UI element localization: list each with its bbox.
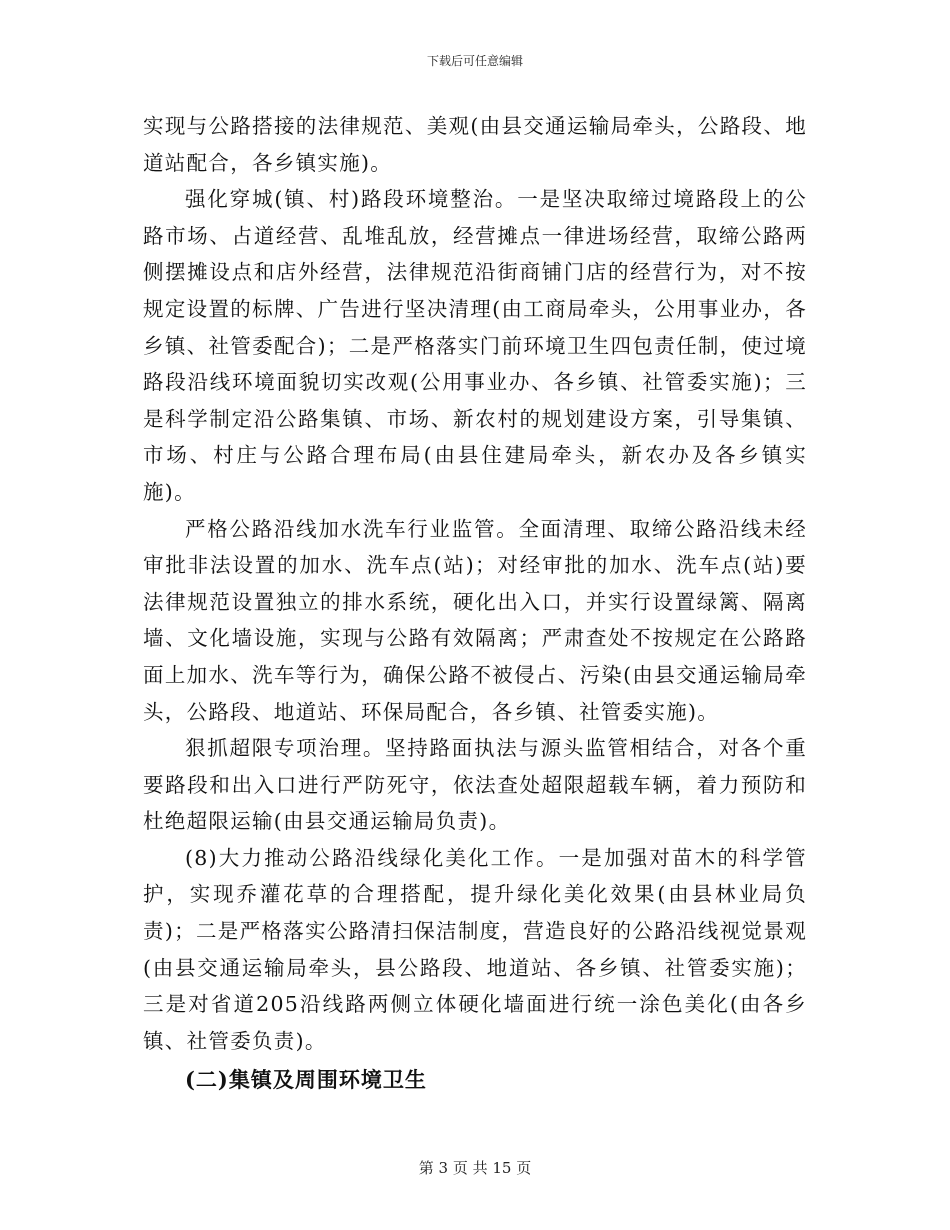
page-footer: 第 3 页 共 15 页 xyxy=(418,1159,532,1177)
section-heading: (二)集镇及周围环境卫生 xyxy=(185,1067,427,1093)
paragraph-5: (8)大力推动公路沿线绿化美化工作。一是加强对苗木的科学管护，实现乔灌花草的合理搭配，提升绿化美化效果(由县林业局负责)；二是严格落实公路清扫保洁制度，营造良好的公路沿线视觉景观(由县交通运输局牵头，县公路段、地道站、各乡镇、社管委实施)；三是对省道205沿线路两侧立体硬化墙面进行统一涂色美化(由各乡镇、社管委负责)。 xyxy=(143,845,807,1053)
paragraph-2: 强化穿城(镇、村)路段环境整治。一是坚决取缔过境路段上的公路市场、占道经营、乱堆乱放，经营摊点一律进场经营，取缔公路两侧摆摊设点和店外经营，法律规范沿街商铺门店的经营行为，对不按规定设置的标牌、广告进行坚决清理(由工商局牵头，公用事业办，各乡镇、社管委配合)；二是严格落实门前环境卫生四包责任制，使过境路段沿线环境面貌切实改观(公用事业办、各乡镇、社管委实施)；三是科学制定沿公路集镇、市场、新农村的规划建设方案，引导集镇、市场、村庄与公路合理布局(由县住建局牵头，新农办及各乡镇实施)。 xyxy=(143,187,807,504)
paragraph-4: 狠抓超限专项治理。坚持路面执法与源头监管相结合，对各个重要路段和出入口进行严防死守，依法查处超限超载车辆，着力预防和杜绝超限运输(由县交通运输局负责)。 xyxy=(143,736,807,834)
page-header: 下载后可任意编辑 xyxy=(426,54,523,68)
paragraph-3: 严格公路沿线加水洗车行业监管。全面清理、取缔公路沿线未经审批非法设置的加水、洗车点(站)；对经审批的加水、洗车点(站)要法律规范设置独立的排水系统，硬化出入口，并实行设置绿篱、隔离墙、文化墙设施，实现与公路有效隔离；严肃查处不按规定在公路路面上加水、洗车等行为，确保公路不被侵占、污染(由县交通运输局牵头，公路段、地道站、环保局配合，各乡镇、社管委实施)。 xyxy=(143,516,807,724)
document-body xyxy=(143,108,807,1099)
paragraph-1: 实现与公路搭接的法律规范、美观(由县交通运输局牵头，公路段、地道站配合，各乡镇实施)。 xyxy=(143,114,807,175)
